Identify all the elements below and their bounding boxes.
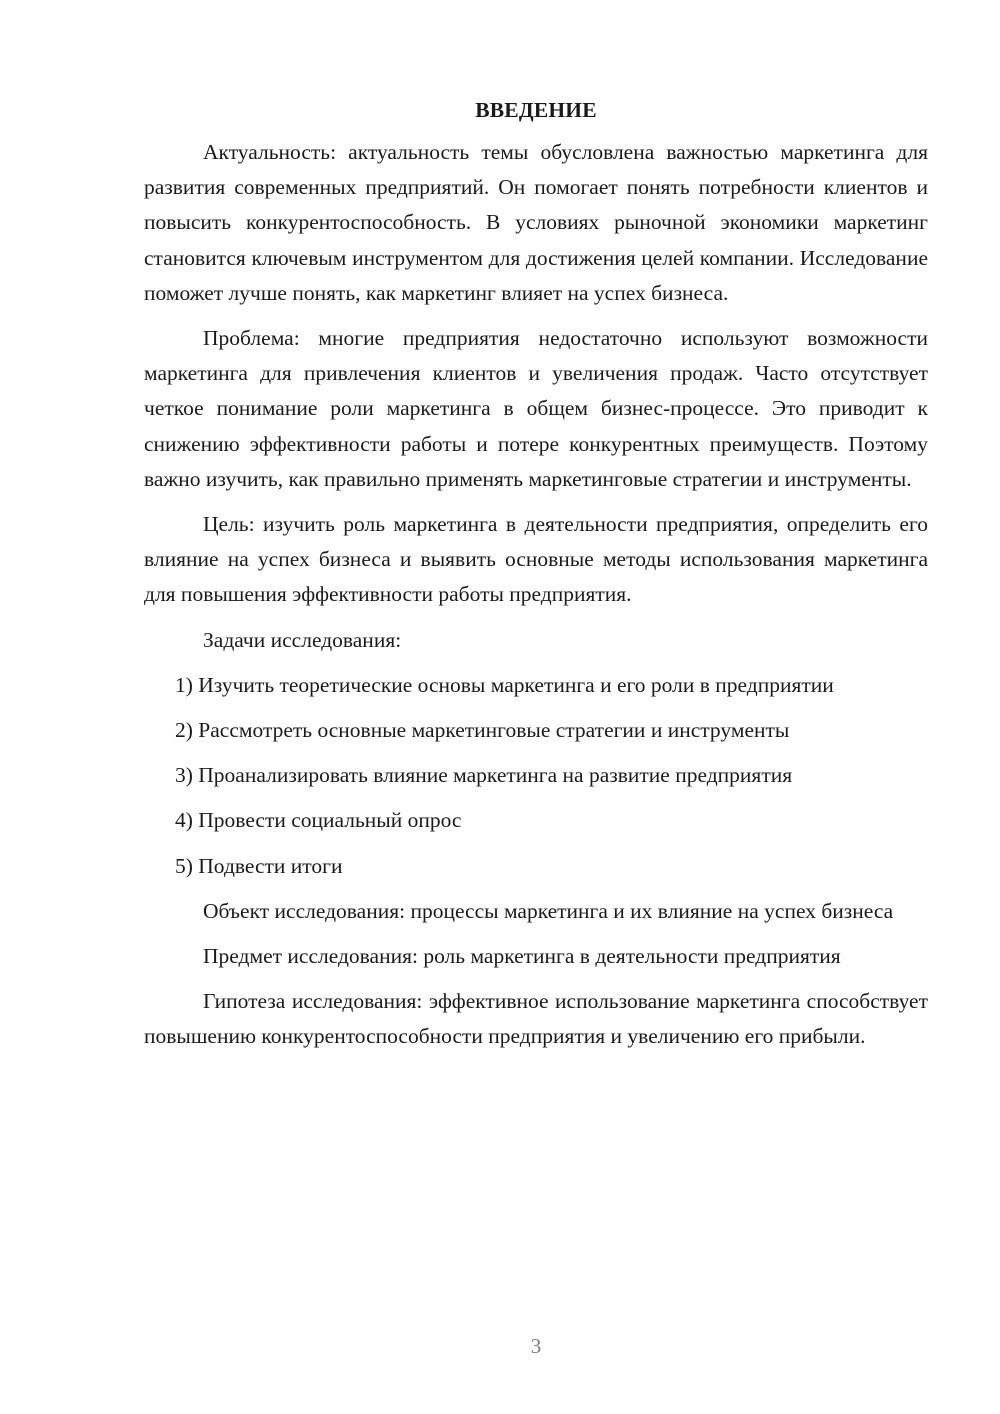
task-item-2: 2) Рассмотреть основные маркетинговые стратегии и инструменты (175, 718, 790, 743)
paragraph-problem: Проблема: многие предприятия недостаточно используют возможности маркетинга для привлечения клиентов и увеличения продаж. Часто отсутствует четкое понимание роли маркетинга в общем бизнес-процессе. Это приводит к снижению эффективности работы и потере конкурентных преимуществ. Поэтому важно изучить, как правильно применять маркетинговые стратегии и инструменты. (144, 326, 928, 491)
task-item-5: 5) Подвести итоги (175, 853, 343, 878)
paragraph-goal: Цель: изучить роль маркетинга в деятельности предприятия, определить его влияние на успех бизнеса и выявить основные методы использования маркетинга для повышения эффективности работы предприятия. (144, 512, 928, 607)
paragraph-object: Объект исследования: процессы маркетинга и их влияние на успех бизнеса (203, 898, 894, 923)
paragraph-relevance: Актуальность: актуальность темы обусловлена важностью маркетинга для развития современных предприятий. Он помогает понять потребности клиентов и повысить конкурентоспособность. В условиях рыночной экономики маркетинг становится ключевым инструментом для достижения целей компании. Исследование поможет лучше понять, как маркетинг влияет на успех бизнеса. (144, 140, 928, 305)
task-item-4: 4) Провести социальный опрос (175, 808, 462, 833)
paragraph-subject: Предмет исследования: роль маркетинга в деятельности предприятия (203, 944, 841, 969)
task-item-3: 3) Проанализировать влияние маркетинга на развитие предприятия (175, 763, 793, 788)
page-number: 3 (530, 1334, 542, 1358)
paragraph-hypothesis: Гипотеза исследования: эффективное использование маркетинга способствует повышению конкурентоспособности предприятия и увеличению его прибыли. (144, 989, 928, 1049)
tasks-title: Задачи исследования: (203, 627, 402, 652)
task-item-1: 1) Изучить теоретические основы маркетинга и его роли в предприятии (175, 672, 834, 697)
section-heading: ВВЕДЕНИЕ (475, 98, 597, 122)
page-content (144, 96, 928, 1065)
